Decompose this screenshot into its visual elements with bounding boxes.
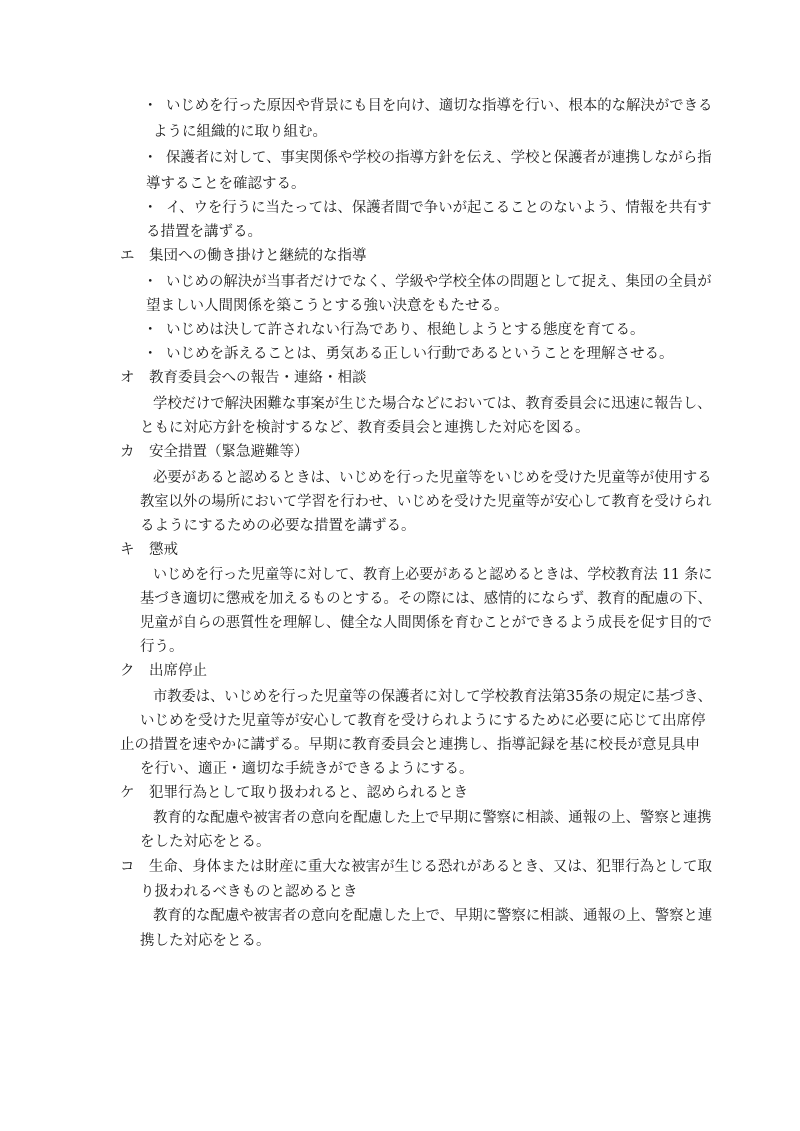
bullet-line: イ、ウを行うに当たっては、保護者間で争いが起こることのないよう、情報を共有す bbox=[166, 200, 712, 216]
section-heading: ケ 犯罪行為として取り扱われると、認められるとき bbox=[120, 785, 468, 801]
bullet-mark: ・ bbox=[143, 322, 158, 338]
section-heading: カ 安全措置（緊急避難等） bbox=[120, 444, 309, 460]
bullet-line: 導することを確認する。 bbox=[146, 176, 306, 192]
paragraph-line: 教育的な配慮や被害者の意向を配慮した上で、早期に警察に相談、通報の上、警察と連 bbox=[153, 908, 713, 924]
paragraph-line: 止の措置を速やかに講ずる。早期に教育委員会と連携し、指導記録を基に校長が意見具申 bbox=[120, 737, 700, 753]
bullet-line: いじめを行った原因や背景にも目を向け、適切な指導を行い、根本的な解決ができる bbox=[166, 98, 713, 114]
bullet-mark: ・ bbox=[143, 200, 158, 216]
paragraph-line: 携した対応をとる。 bbox=[140, 933, 271, 949]
paragraph-line: 行う。 bbox=[140, 639, 184, 655]
paragraph-line: 児童が自らの悪質性を理解し、健全な人間関係を育むことができるよう成長を促す目的で bbox=[140, 615, 712, 631]
bullet-line: 望ましい人間関係を築こうとする強い決意をもたせる。 bbox=[146, 298, 509, 314]
section-heading: オ 教育委員会への報告・連絡・相談 bbox=[120, 370, 367, 386]
paragraph-line: 学校だけで解決困難な事案が生じた場合などにおいては、教育委員会に迅速に報告し、 bbox=[153, 396, 712, 412]
bullet-mark: ・ bbox=[143, 98, 158, 114]
section-heading: エ 集団への働き掛けと継続的な指導 bbox=[120, 248, 367, 264]
paragraph-line: ともに対応方針を検討するなど、教育委員会と連携した対応を図る。 bbox=[140, 420, 590, 436]
bullet-line: ように組織的に取り組む。 bbox=[153, 124, 327, 140]
paragraph-line: いじめを受けた児童等が安心して教育を受けられようにするために必要に応じて出席停 bbox=[140, 713, 706, 729]
bullet-mark: ・ bbox=[143, 150, 158, 166]
paragraph-line: いじめを行った児童等に対して、教育上必要があると認めるときは、学校教育法 11 条に bbox=[153, 567, 713, 583]
section-heading: コ 生命、身体または財産に重大な被害が生じる恐れがあるとき、又は、犯罪行為として取 bbox=[120, 859, 712, 875]
paragraph-line: 必要があると認めるときは、いじめを行った児童等をいじめを受けた児童等が使用する bbox=[153, 470, 712, 486]
bullet-line: いじめの解決が当事者だけでなく、学級や学校全体の問題として捉え、集団の全員が bbox=[166, 274, 712, 290]
paragraph-line: 基づき適切に懲戒を加えるものとする。その際には、感情的にならず、教育的配慮の下、 bbox=[140, 591, 712, 607]
bullet-line: 保護者に対して、事実関係や学校の指導方針を伝え、学校と保護者が連携しながら指 bbox=[166, 150, 712, 166]
paragraph-line: 市教委は、いじめを行った児童等の保護者に対して学校教育法第35条の規定に基づき、 bbox=[153, 689, 712, 705]
paragraph-line: をした対応をとる。 bbox=[140, 834, 271, 850]
paragraph-line: 教育的な配慮や被害者の意向を配慮した上で早期に警察に相談、通報の上、警察と連携 bbox=[153, 810, 712, 826]
bullet-mark: ・ bbox=[143, 274, 158, 290]
paragraph-line: 教室以外の場所において学習を行わせ、いじめを受けた児童等が安心して教育を受けられ bbox=[140, 494, 712, 510]
bullet-line: いじめを訴えることは、勇気ある正しい行動であるということを理解させる。 bbox=[166, 346, 674, 362]
paragraph-line: を行い、適正・適切な手続きができるようにする。 bbox=[140, 761, 474, 777]
bullet-line: いじめは決して許されない行為であり、根絶しようとする態度を育てる。 bbox=[166, 322, 645, 338]
bullet-line: る措置を講ずる。 bbox=[146, 224, 262, 240]
section-heading: ク 出席停止 bbox=[120, 663, 207, 679]
section-heading: キ 懲戒 bbox=[120, 542, 178, 558]
section-heading-continued: り扱われるべきものと認めるとき bbox=[140, 884, 358, 900]
bullet-mark: ・ bbox=[143, 346, 158, 362]
paragraph-line: るようにするための必要な措置を講ずる。 bbox=[140, 518, 416, 534]
